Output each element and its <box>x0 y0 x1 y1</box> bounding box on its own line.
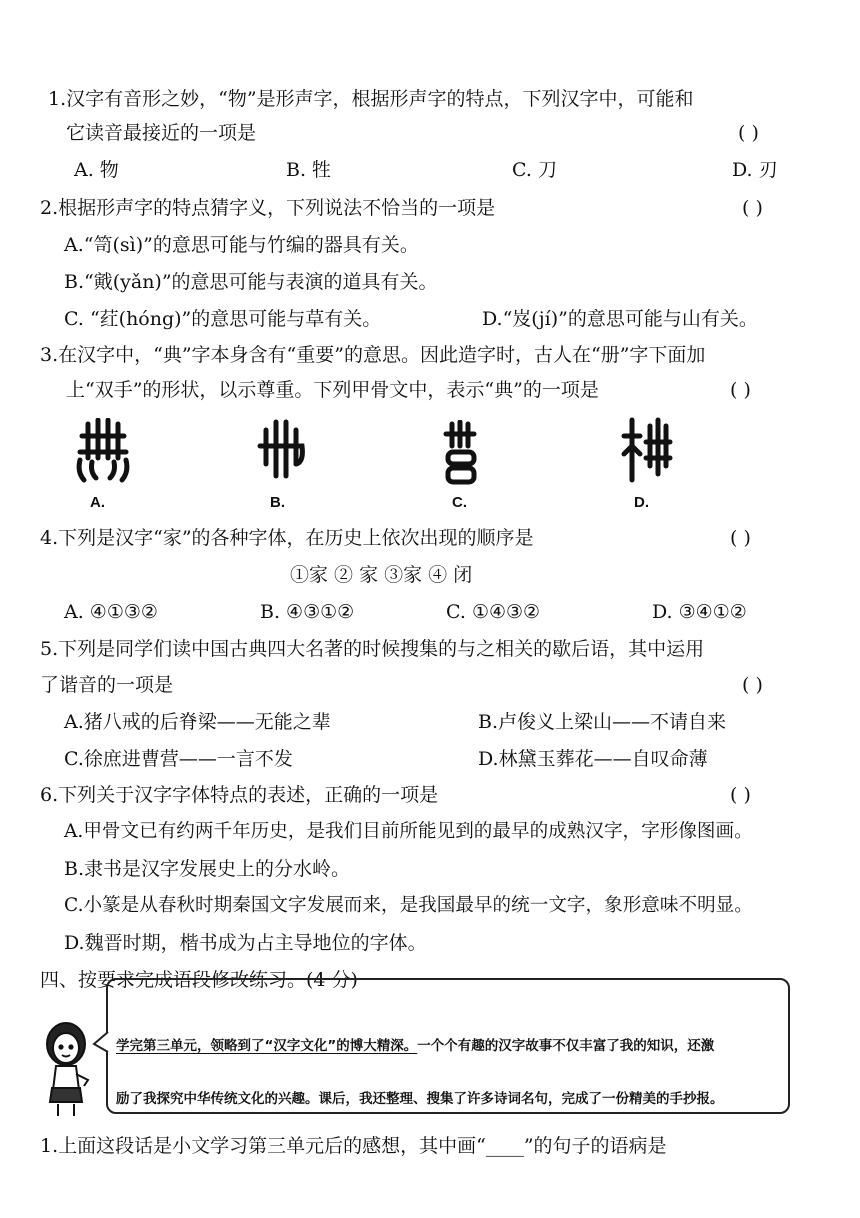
q6-answer-paren[interactable]: ( ) <box>730 784 751 806</box>
q3-stem-line2: 上“双手”的形状，以示尊重。下列甲骨文中，表示“典”的一项是 <box>66 379 599 401</box>
q4-stem: 4.下列是汉字“家”的各种字体，在历史上依次出现的顺序是 <box>40 527 534 549</box>
q4-script-forms: ①家 ② 家 ③家 ④ 闭 <box>290 564 473 586</box>
q4-option-a[interactable]: A. ④①③② <box>64 601 158 623</box>
q6-option-a[interactable]: A.甲骨文已有约两千年历史，是我们目前所能见到的最早的成熟汉字，字形像图画。 <box>64 821 753 842</box>
q7-stem <box>40 1133 667 1159</box>
q6-option-c[interactable]: C.小篆是从春秋时期秦国文字发展而来，是我国最早的统一文字，象形意味不明显。 <box>64 895 753 916</box>
q6-option-b[interactable]: B.隶书是汉字发展史上的分水岭。 <box>64 858 351 880</box>
passage-underlined-sentence: 学完第三单元，领略到了“汉字文化”的博大精深。 <box>116 1038 418 1054</box>
q5-option-b[interactable]: B.卢俊义上梁山——不请自来 <box>478 711 727 733</box>
q4-answer-paren[interactable]: ( ) <box>730 527 751 549</box>
q2-option-b[interactable]: B.“戭(yǎn)”的意思可能与表演的道具有关。 <box>64 271 438 293</box>
q6-option-d[interactable]: D.魏晋时期，楷书成为占主导地位的字体。 <box>64 932 427 954</box>
q2-option-c[interactable]: C. “荭(hóng)”的意思可能与草有关。 <box>64 308 382 330</box>
q5-stem-line2: 了谐音的一项是 <box>40 674 174 696</box>
q3-stem-line1: 3.在汉字中，“典”字本身含有“重要”的意思。因此造字时，古人在“册”字下面加 <box>40 344 706 366</box>
q5-stem-line1: 5.下列是同学们读中国古典四大名著的时候搜集的与之相关的歇后语，其中运用 <box>40 638 705 660</box>
q3-label-b: B. <box>270 494 285 511</box>
oracle-glyph-c[interactable] <box>440 420 480 486</box>
q6-stem: 6.下列关于汉字字体特点的表述，正确的一项是 <box>40 784 439 806</box>
q4-option-d[interactable]: D. ③④①② <box>652 601 747 623</box>
q3-label-d: D. <box>634 494 649 511</box>
q7-text-after: ”的句子的语病是 <box>523 1135 667 1157</box>
q4-option-b[interactable]: B. ④③①② <box>260 601 355 623</box>
q5-answer-paren[interactable]: ( ) <box>742 674 763 696</box>
q7-blank: ____ <box>485 1135 524 1157</box>
q5-option-d[interactable]: D.林黛玉葬花——自叹命薄 <box>478 748 708 770</box>
oracle-glyph-b[interactable] <box>256 418 306 480</box>
q3-label-c: C. <box>452 494 467 511</box>
passage-line2: 励了我探究中华传统文化的兴趣。课后，我还整理、搜集了许多诗词名句，完成了一份精美的手抄报。 <box>116 1091 724 1107</box>
q2-option-a[interactable]: A.“笥(sì)”的意思可能与竹编的器具有关。 <box>64 234 419 256</box>
q3-label-a: A. <box>90 494 105 511</box>
q2-stem: 2.根据形声字的特点猜字义，下列说法不恰当的一项是 <box>40 197 496 219</box>
q1-option-c[interactable]: C. 刀 <box>512 159 557 181</box>
q4-option-c[interactable]: C. ①④③② <box>446 601 541 623</box>
q1-answer-paren[interactable]: ( ) <box>738 122 759 144</box>
q1-stem-line1: 1.汉字有音形之妙，“物”是形声字，根据形声字的特点，下列汉字中，可能和 <box>48 88 694 110</box>
q1-option-b[interactable]: B. 牲 <box>286 159 332 181</box>
q1-option-a[interactable]: A. 物 <box>74 159 119 181</box>
q2-answer-paren[interactable]: ( ) <box>742 197 763 219</box>
q7-text-before: 1.上面这段话是小文学习第三单元后的感想，其中画“ <box>40 1135 486 1157</box>
speech-bubble-tail <box>92 1030 110 1054</box>
passage-line1 <box>116 1034 714 1054</box>
q5-option-a[interactable]: A.猪八戒的后脊梁——无能之辈 <box>64 711 331 733</box>
oracle-glyph-a[interactable] <box>74 418 132 486</box>
q5-option-c[interactable]: C.徐庶进曹营——一言不发 <box>64 748 293 770</box>
section-4-title: 四、按要求完成语段修改练习。(4 分) <box>40 969 358 991</box>
oracle-glyph-d[interactable] <box>620 416 674 484</box>
q1-stem-line2: 它读音最接近的一项是 <box>66 122 257 144</box>
q1-option-d[interactable]: D. 刃 <box>732 159 778 181</box>
q2-option-d[interactable]: D.“岌(jí)”的意思可能与山有关。 <box>482 308 758 330</box>
q3-answer-paren[interactable]: ( ) <box>730 379 751 401</box>
passage-line1-rest: 一个个有趣的汉字故事不仅丰富了我的知识，还激 <box>417 1038 715 1054</box>
